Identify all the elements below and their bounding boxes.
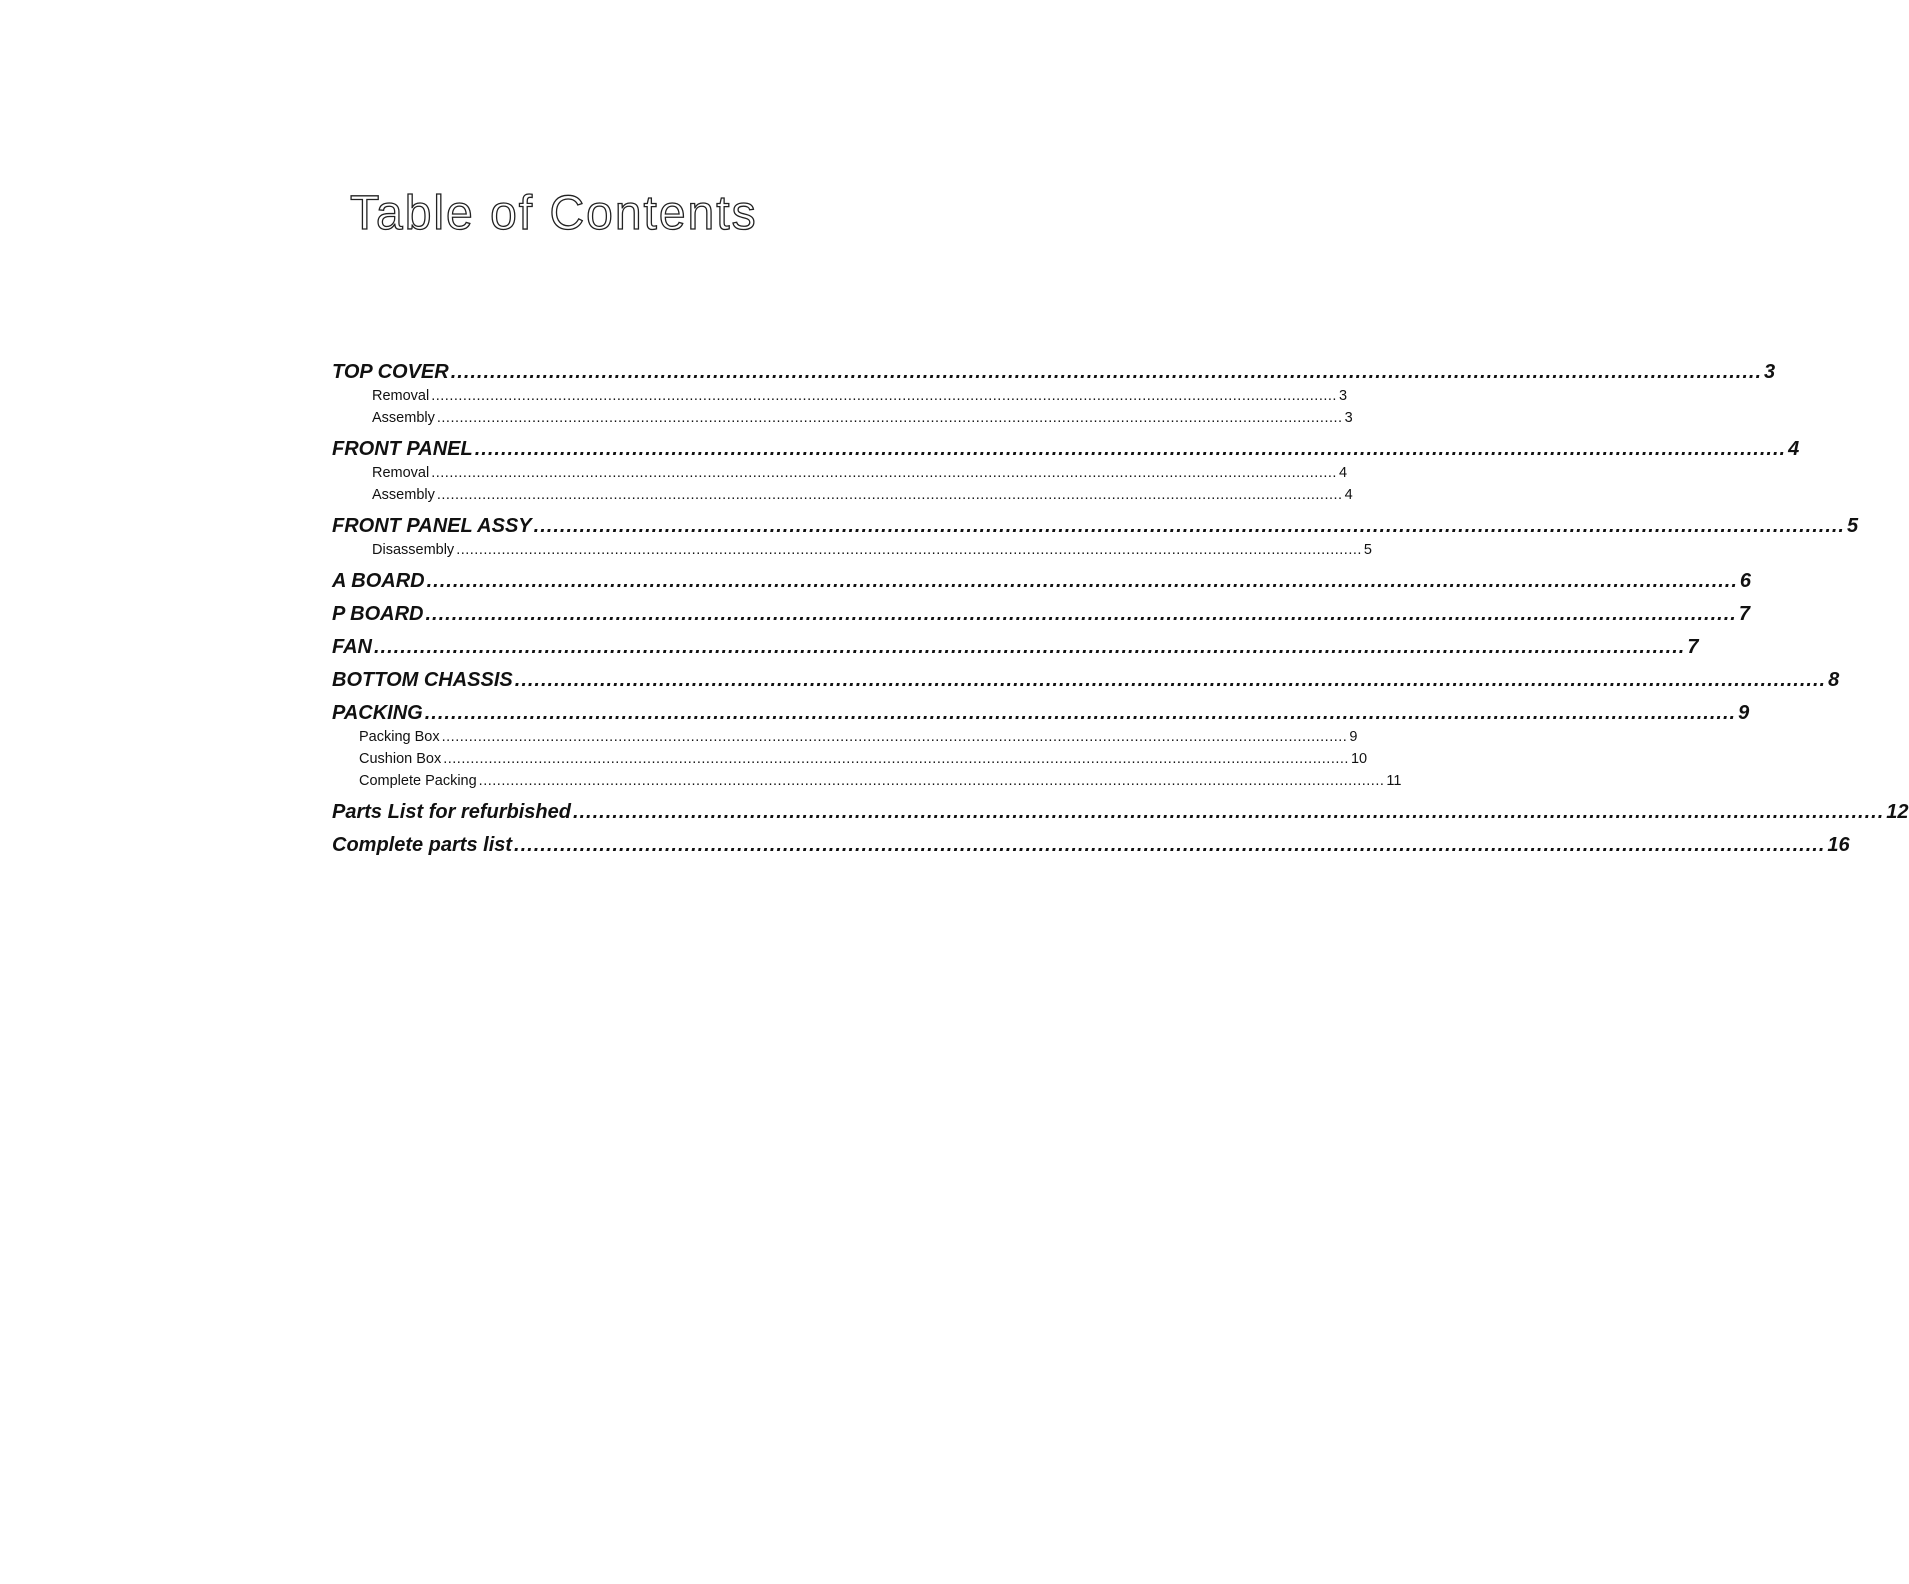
toc-entry-bottom-chassis[interactable] (332, 667, 1840, 693)
dot-leader: ........................................................................................................................................................................................................ (374, 636, 1686, 658)
toc-subentry-label: Disassembly (372, 542, 455, 558)
toc-entry-front-panel-assy[interactable] (332, 513, 1859, 539)
toc-subentry-page: 3 (1338, 388, 1348, 404)
toc-entry-label: A BOARD (332, 570, 425, 592)
toc-subentry-page: 5 (1363, 542, 1372, 558)
toc-entry-label: FRONT PANEL ASSY (332, 515, 532, 537)
dot-leader: ........................................................................................................................................................................................................ (478, 773, 1385, 789)
toc-subentry-packing-box[interactable] (332, 726, 1358, 748)
toc-subentry-label: Removal (372, 465, 430, 481)
table-of-contents (332, 352, 1909, 858)
toc-entry-label: FAN (332, 636, 372, 658)
dot-leader: ........................................................................................................................................................................................................ (431, 388, 1337, 404)
dot-leader: ........................................................................................................................................................................................................ (436, 410, 1343, 426)
dot-leader: ........................................................................................................................................................................................................ (514, 669, 1827, 691)
toc-entry-top-cover[interactable] (332, 359, 1776, 385)
toc-entry-label: TOP COVER (332, 361, 449, 383)
toc-entry-packing[interactable] (332, 700, 1750, 726)
dot-leader: ........................................................................................................................................................................................................ (474, 438, 1787, 460)
toc-subentry-cushion-box[interactable] (332, 748, 1368, 770)
toc-entry-label: FRONT PANEL (332, 438, 473, 460)
toc-entry-label: Parts List for refurbished (332, 801, 571, 823)
dot-leader: ........................................................................................................................................................................................................ (456, 542, 1362, 558)
toc-subentry-complete-packing[interactable] (332, 770, 1402, 792)
toc-entry-fan[interactable] (332, 634, 1699, 660)
dot-leader: ........................................................................................................................................................................................................ (441, 729, 1348, 745)
toc-subentry-assembly[interactable] (332, 407, 1353, 429)
dot-leader: ........................................................................................................................................................................................................ (533, 515, 1845, 537)
toc-subentry-label: Removal (372, 388, 430, 404)
dot-leader: ........................................................................................................................................................................................................ (426, 570, 1738, 592)
toc-entry-page: 3 (1764, 361, 1776, 383)
toc-subentry-page: 10 (1350, 751, 1368, 767)
toc-entry-page: 6 (1739, 570, 1752, 592)
toc-subentry-page: 4 (1344, 487, 1353, 503)
toc-entry-label: PACKING (332, 702, 423, 724)
toc-entry-complete-parts-list[interactable] (332, 832, 1850, 858)
toc-subentry-label: Assembly (372, 487, 435, 503)
toc-entry-label: P BOARD (332, 603, 424, 625)
toc-entry-p-board[interactable] (332, 601, 1750, 627)
toc-subentry-removal[interactable] (332, 385, 1348, 407)
toc-subentry-removal[interactable] (332, 462, 1348, 484)
toc-entry-page: 8 (1828, 669, 1840, 691)
toc-subentry-page: 9 (1349, 729, 1358, 745)
toc-entry-page: 16 (1827, 834, 1850, 856)
toc-subentry-label: Packing Box (359, 729, 440, 745)
toc-entry-page: 5 (1846, 515, 1859, 537)
toc-entry-label: BOTTOM CHASSIS (332, 669, 513, 691)
toc-entry-page: 9 (1738, 702, 1750, 724)
toc-entry-page: 7 (1738, 603, 1750, 625)
toc-subentry-assembly[interactable] (332, 484, 1353, 506)
dot-leader: ........................................................................................................................................................................................................ (572, 801, 1885, 823)
toc-subentry-label: Assembly (372, 410, 435, 426)
toc-subentry-page: 4 (1338, 465, 1348, 481)
dot-leader: ........................................................................................................................................................................................................ (425, 603, 1737, 625)
dot-leader: ........................................................................................................................................................................................................ (443, 751, 1349, 767)
toc-subentry-disassembly[interactable] (332, 539, 1372, 561)
dot-leader: ........................................................................................................................................................................................................ (514, 834, 1826, 856)
toc-entry-a-board[interactable] (332, 568, 1752, 594)
toc-subentry-label: Cushion Box (359, 751, 442, 767)
toc-subentry-label: Complete Packing (359, 773, 477, 789)
dot-leader: ........................................................................................................................................................................................................ (424, 702, 1737, 724)
toc-entry-page: 12 (1886, 801, 1909, 823)
dot-leader: ........................................................................................................................................................................................................ (436, 487, 1343, 503)
toc-entry-parts-list-refurbished[interactable] (332, 799, 1909, 825)
toc-subentry-page: 3 (1344, 410, 1353, 426)
dot-leader: ........................................................................................................................................................................................................ (431, 465, 1337, 481)
toc-subentry-page: 11 (1386, 773, 1402, 789)
toc-entry-page: 4 (1788, 438, 1800, 460)
dot-leader: ........................................................................................................................................................................................................ (450, 361, 1763, 383)
toc-entry-page: 7 (1687, 636, 1699, 658)
page-title: Table of Contents (350, 187, 758, 240)
toc-entry-label: Complete parts list (332, 834, 513, 856)
toc-entry-front-panel[interactable] (332, 436, 1800, 462)
